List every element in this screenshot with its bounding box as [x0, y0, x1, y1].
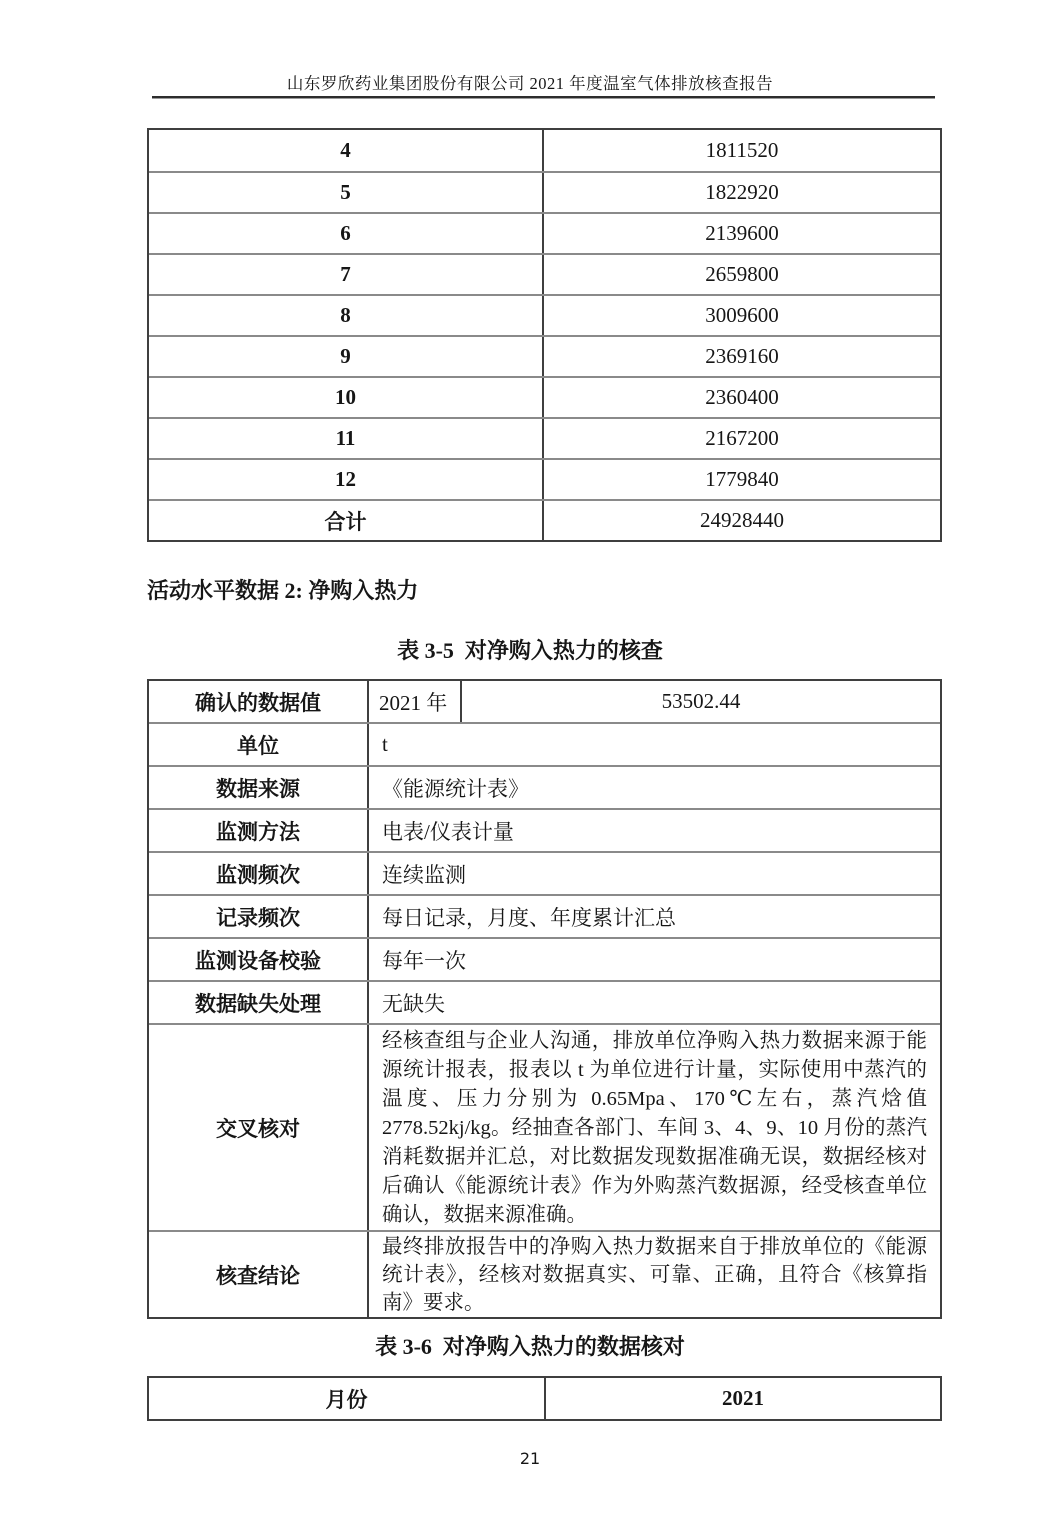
month-cell: 7 — [149, 255, 544, 294]
month-cell: 6 — [149, 214, 544, 253]
table-row-missing-data — [149, 980, 940, 1023]
table-row — [149, 294, 940, 335]
table-row — [149, 417, 940, 458]
report-header-title: 山东罗欣药业集团股份有限公司 2021 年度温室气体排放核查报告 — [286, 74, 774, 93]
value-cell: 2360400 — [705, 385, 779, 409]
value-cell: 1822920 — [705, 180, 779, 204]
row-label: 单位 — [149, 724, 369, 765]
value-cell: 3009600 — [705, 303, 779, 327]
row-label: 交叉核对 — [149, 1025, 369, 1230]
month-cell: 8 — [149, 296, 544, 335]
value-cell: 2369160 — [705, 344, 779, 368]
conclusion-text: 最终排放报告中的净购入热力数据来自于排放单位的《能源统计表》，经核对数据真实、可靠、正确，且符合《核算指南》要求。 — [382, 1236, 927, 1314]
row-value: t — [382, 732, 388, 756]
table-row-monitor-method — [149, 808, 940, 851]
table-3-6 — [147, 1376, 942, 1421]
total-label-cell: 合计 — [149, 501, 544, 540]
month-header-cell: 月份 — [149, 1378, 546, 1419]
month-cell: 12 — [149, 460, 544, 499]
row-label: 监测设备校验 — [149, 939, 369, 980]
month-cell: 11 — [149, 419, 544, 458]
row-label: 数据缺失处理 — [149, 982, 369, 1023]
row-label: 记录频次 — [149, 896, 369, 937]
month-cell: 5 — [149, 173, 544, 212]
month-cell: 10 — [149, 378, 544, 417]
table-row — [149, 171, 940, 212]
table-total-row — [149, 499, 940, 540]
total-value-cell: 24928440 — [700, 508, 784, 532]
table-row — [149, 458, 940, 499]
section-heading: 活动水平数据 2: 净购入热力 — [147, 578, 419, 603]
cross-check-text: 经核查组与企业人沟通，排放单位净购入热力数据来源于能源统计报表，报表以 t 为单位进行计量，实际使用中蒸汽的温度、压力分别为 0.65Mpa、170℃左右，蒸汽焓值 2778.52kj/kg。经抽查各部门、车间 3、4、9、10 月份的蒸汽消耗数据并汇总，对比数据发现数据准确无误，数据经核对后确认《能源统计表》作为外购蒸汽数据源，经受核查单位确认，数据来源准确。 — [382, 1030, 927, 1226]
row-value: 电表/仪表计量 — [382, 819, 514, 844]
value-cell: 1811520 — [705, 138, 779, 162]
table-row — [149, 253, 940, 294]
month-cell: 9 — [149, 337, 544, 376]
row-label: 核查结论 — [149, 1232, 369, 1317]
table-row-data-source — [149, 765, 940, 808]
row-value: 《能源统计表》 — [382, 776, 529, 801]
row-label: 确认的数据值 — [149, 681, 369, 722]
row-value: 连续监测 — [382, 862, 466, 887]
table-row — [149, 376, 940, 417]
table-3-6-title: 表 3-6 对净购入热力的数据核对 — [375, 1334, 685, 1359]
row-value: 每日记录，月度、年度累计汇总 — [382, 905, 676, 930]
confirmed-value-cell: 53502.44 — [661, 689, 741, 713]
page-number: 21 — [519, 1449, 541, 1468]
row-label: 监测方法 — [149, 810, 369, 851]
value-cell: 2659800 — [705, 262, 779, 286]
row-label: 数据来源 — [149, 767, 369, 808]
value-cell: 2167200 — [705, 426, 779, 450]
row-value: 无缺失 — [382, 991, 445, 1016]
table-row-monitor-frequency — [149, 851, 940, 894]
monthly-data-table — [147, 128, 942, 542]
table-row-record-frequency — [149, 894, 940, 937]
table-3-5 — [147, 679, 942, 1319]
table-row — [149, 335, 940, 376]
value-cell: 2139600 — [705, 221, 779, 245]
row-label: 监测频次 — [149, 853, 369, 894]
table-row — [149, 130, 940, 171]
confirmed-value-row — [149, 681, 940, 722]
table-header-row — [149, 1378, 940, 1419]
table-row — [149, 212, 940, 253]
confirmed-year-cell: 2021 年 — [369, 681, 462, 722]
table-row-unit — [149, 722, 940, 765]
conclusion-row — [149, 1230, 940, 1317]
month-cell: 4 — [149, 130, 544, 171]
table-3-5-title: 表 3-5 对净购入热力的核查 — [397, 638, 663, 663]
header-rule — [152, 96, 935, 99]
table-row-device-calibration — [149, 937, 940, 980]
cross-check-row — [149, 1023, 940, 1230]
year-header-cell: 2021 — [722, 1386, 764, 1410]
row-value: 每年一次 — [382, 948, 466, 973]
value-cell: 1779840 — [705, 467, 779, 491]
